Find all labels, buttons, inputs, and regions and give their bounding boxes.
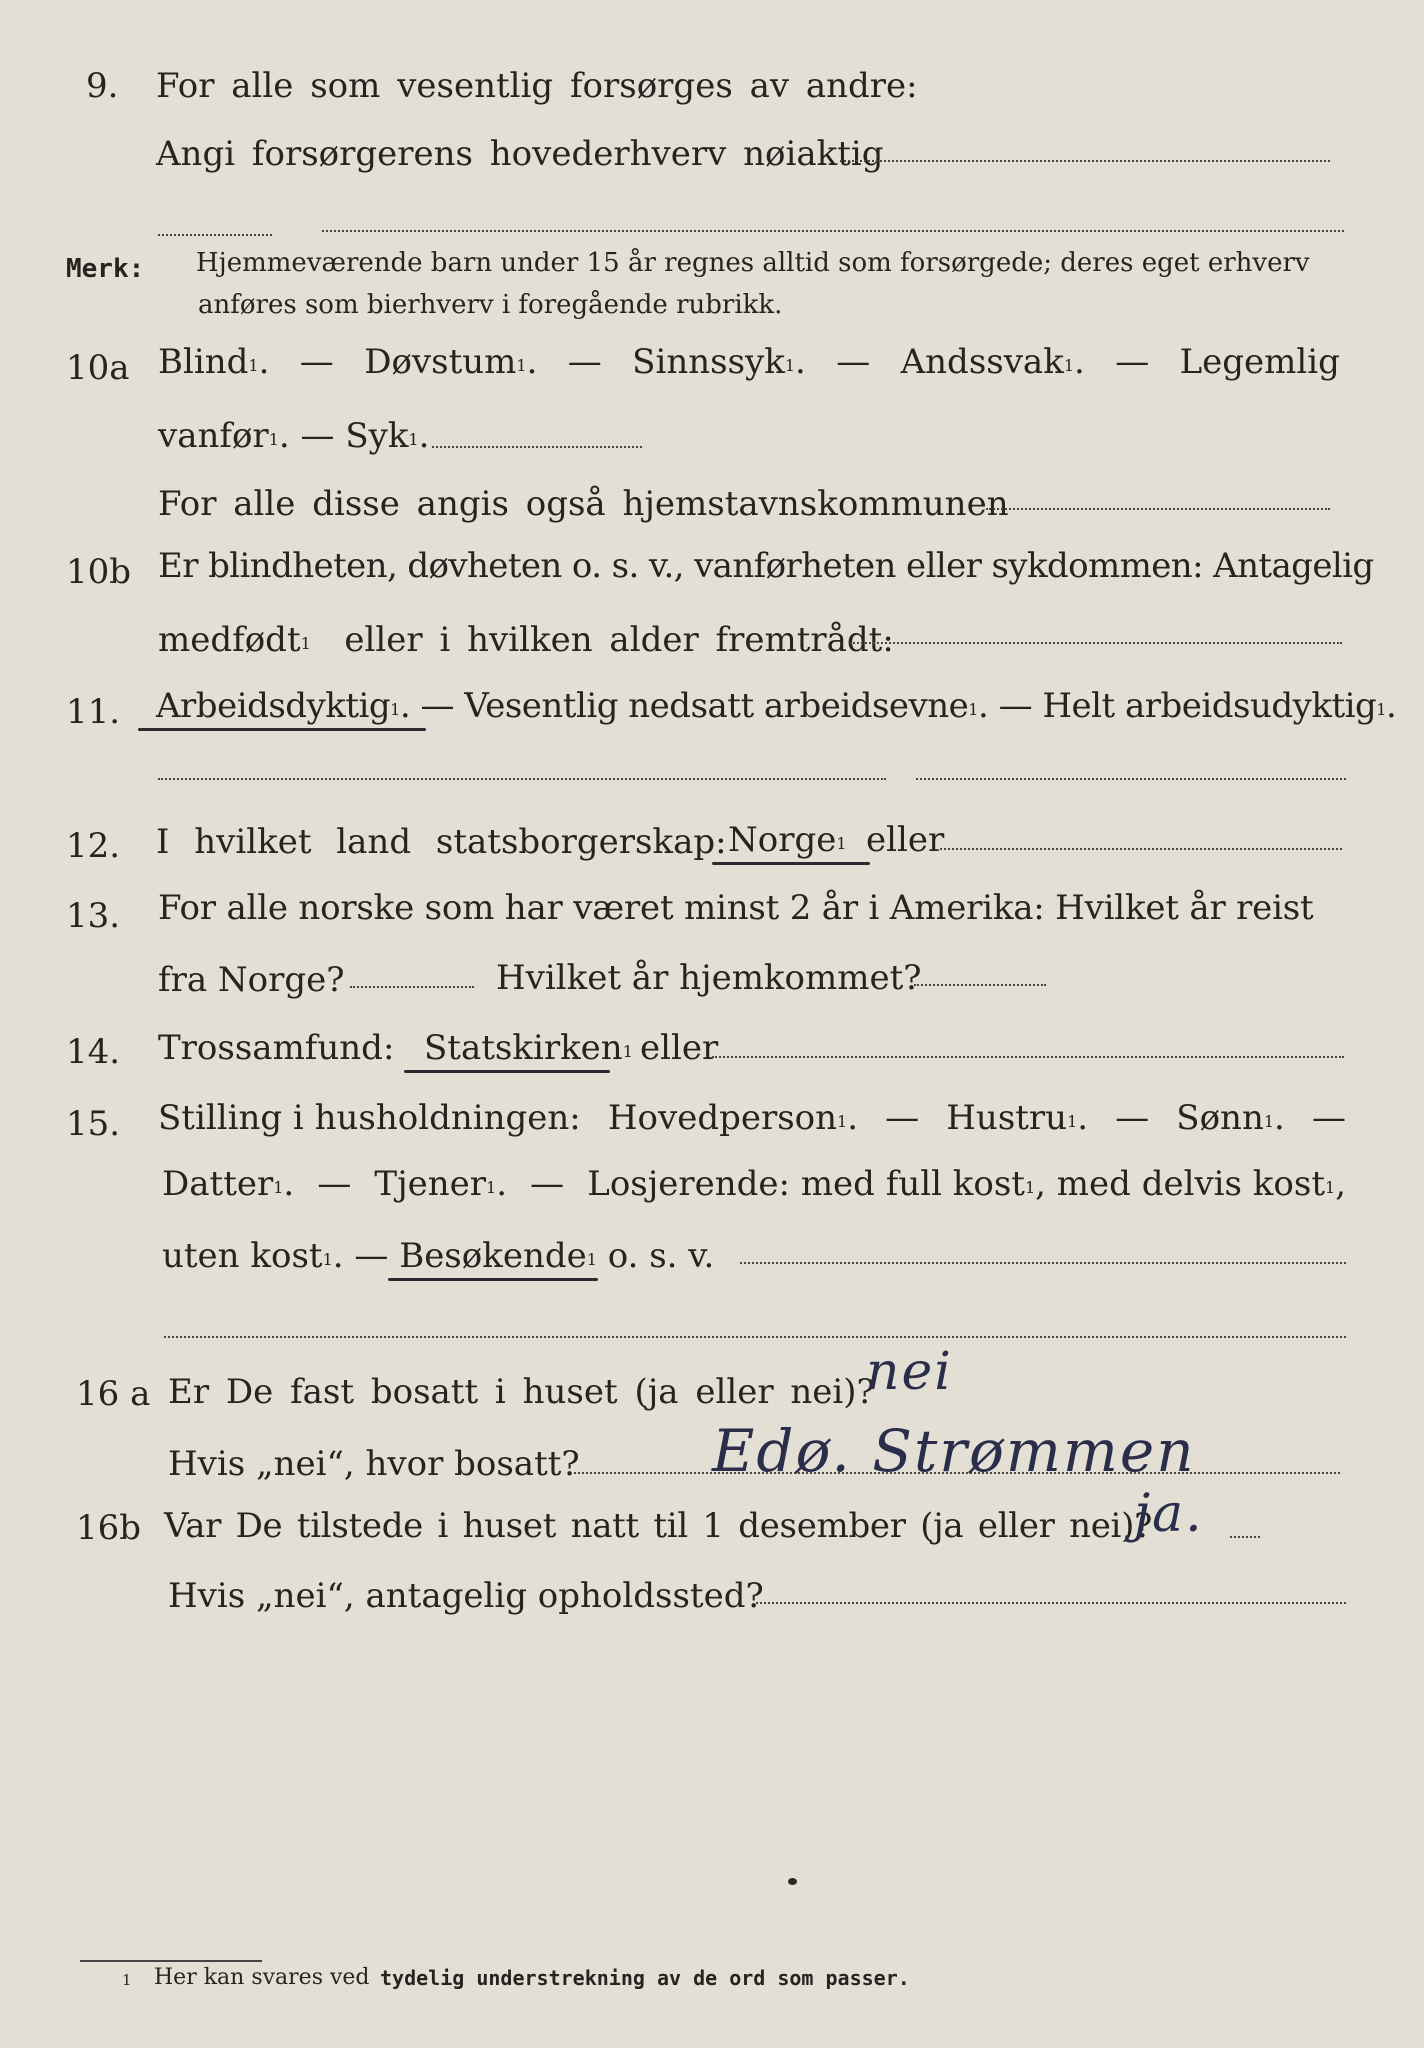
dash: —: [885, 1098, 920, 1138]
q10b-answer-line: [850, 642, 1342, 644]
q14-number: 14.: [66, 1032, 121, 1072]
q14-answer-line: [712, 1056, 1344, 1058]
merk-label: Merk:: [66, 254, 145, 284]
footnote-text-a: Her kan svares ved: [154, 1965, 370, 1990]
dash: —: [1311, 1098, 1346, 1138]
q11-answer-line-a: [158, 778, 886, 780]
q15-osv: o. s. v.: [607, 1236, 715, 1276]
option-blind: Blind$^1$.: [158, 342, 270, 382]
dash: —: [836, 342, 871, 382]
underline-statskirken: [404, 1070, 610, 1073]
q16b-number: 16b: [76, 1508, 142, 1548]
option-medfodt: medfødt: [158, 620, 301, 660]
option-tjener: Tjener$^1$.: [374, 1164, 508, 1204]
q10a-syk-line: [432, 446, 642, 448]
option-sinnssyk: Sinnssyk$^1$.: [632, 342, 806, 382]
dash: —: [354, 1236, 389, 1276]
q16b-answer1-handwritten: ja.: [1134, 1484, 1204, 1544]
q9-number: 9.: [86, 66, 119, 106]
footnote-text-b: tydelig understrekning av de ord som passer.: [380, 1966, 910, 1990]
q11-number: 11.: [66, 692, 121, 732]
q10a-hjemstavn-line: [986, 508, 1330, 510]
q12-answer-line: [940, 848, 1342, 850]
option-syk: Syk$^1$.: [345, 416, 430, 456]
option-sonn: Sønn$^1$.: [1176, 1098, 1285, 1138]
dash: —: [300, 416, 335, 456]
q9-answer-line-2b: [322, 230, 1344, 232]
q12-eller: eller: [866, 820, 945, 860]
q12-text: I hvilket land statsborgerskap:: [156, 822, 727, 862]
footnote-mark: 1: [122, 1971, 132, 1989]
q10a-number: 10a: [66, 348, 130, 388]
q13-reist-line: [350, 986, 474, 988]
underline-norge: [712, 862, 870, 865]
option-hustru: Hustru$^1$.: [946, 1098, 1089, 1138]
option-vesentlig-nedsatt: — Vesentlig nedsatt arbeidsevne$^1$: [420, 686, 978, 726]
footnote-rule: [80, 1960, 262, 1962]
option-dovstum: Døvstum$^1$.: [364, 342, 538, 382]
q16a-line1: Er De fast bosatt i huset (ja eller nei)?: [168, 1372, 875, 1412]
q16a-answer1-handwritten: nei: [866, 1342, 953, 1402]
ink-dot: [788, 1878, 797, 1885]
q15-line3: [162, 1236, 714, 1276]
underline-arbeidsdyktig: [138, 728, 426, 731]
option-norge: Norge$^1$: [728, 820, 847, 860]
q12-number: 12.: [66, 826, 121, 866]
option-arbeidsdyktig: Arbeidsdyktig$^1$.: [156, 686, 411, 726]
q13-line2a: fra Norge?: [158, 960, 345, 1000]
option-statskirken: Statskirken$^1$: [424, 1028, 633, 1068]
option-legemlig: Legemlig: [1179, 342, 1340, 382]
q10a-line3: For alle disse angis også hjemstavnskommunen: [158, 484, 1009, 524]
q15-answer-line-2: [164, 1336, 1346, 1338]
q11-answer-line-b: [916, 778, 1346, 780]
q16a-answer2-handwritten: Edø. Strømmen: [712, 1417, 1196, 1485]
q15-answer-line: [740, 1262, 1346, 1264]
q16b-line2: Hvis „nei“, antagelig opholdssted?: [168, 1576, 764, 1616]
dash: —: [1115, 342, 1150, 382]
q16a-line2: Hvis „nei“, hvor bosatt?: [168, 1444, 580, 1484]
q16b-line1: Var De tilstede i huset natt til 1 desember (ja eller nei)?: [164, 1506, 1153, 1546]
q10b-line2: medfødt$^1$ eller i hvilken alder fremtrådt:: [158, 620, 894, 660]
q14-label: Trossamfund:: [158, 1028, 395, 1068]
q10b-line1: Er blindheten, døvheten o. s. v., vanførheten eller sykdommen: Antagelig: [158, 546, 1374, 586]
option-besokende: Besøkende$^1$: [399, 1236, 597, 1276]
q10a-line2: [158, 416, 429, 456]
merk-line2: anføres som bierhverv i foregående rubrikk.: [198, 290, 783, 320]
q13-line1: For alle norske som har været minst 2 år i Amerika: Hvilket år reist: [158, 888, 1314, 928]
option-hovedperson: Hovedperson$^1$.: [607, 1098, 859, 1138]
q13-hjemkommet-line: [914, 984, 1046, 986]
q13-line2b: Hvilket år hjemkommet?: [496, 958, 922, 998]
q10a-line1: [158, 342, 1340, 382]
q9-answer-line: [840, 160, 1330, 162]
q10b-number: 10b: [66, 552, 132, 592]
q16a-number: 16 a: [76, 1374, 151, 1414]
underline-besokende: [388, 1278, 598, 1281]
q9-line2: Angi forsørgerens hovederhverv nøiaktig: [156, 134, 884, 174]
option-datter: Datter$^1$.: [162, 1164, 295, 1204]
q14-eller: eller: [640, 1028, 719, 1068]
option-helt-arbeidsudyktig: . — Helt arbeidsudyktig$^1$.: [977, 686, 1397, 726]
dash: —: [299, 342, 334, 382]
q10b-line2-rest: eller i hvilken alder fremtrådt:: [344, 620, 894, 660]
q15-line2: [162, 1164, 1346, 1204]
q9-line1: For alle som vesentlig forsørges av andre:: [156, 66, 918, 106]
dash: —: [1115, 1098, 1150, 1138]
q15-line1: [158, 1098, 1346, 1138]
q15-number: 15.: [66, 1104, 121, 1144]
q16b-answer-line-2: [756, 1602, 1346, 1604]
q13-number: 13.: [66, 896, 121, 936]
dash: —: [567, 342, 602, 382]
q9-answer-line-2a: [158, 234, 272, 236]
q16b-answer-line: [1230, 1536, 1260, 1538]
option-uten-kost: uten kost$^1$.: [162, 1236, 344, 1276]
dash: —: [530, 1164, 565, 1204]
option-losjerende: Losjerende: med full kost$^1$, med delvis kost$^1$,: [587, 1164, 1346, 1204]
option-andssvak: Andssvak$^1$.: [900, 342, 1085, 382]
merk-line1: Hjemmeværende barn under 15 år regnes alltid som forsørgede; deres eget erhverv: [196, 248, 1310, 278]
q11-line1: [156, 686, 1396, 726]
q15-label: Stilling i husholdningen:: [158, 1098, 581, 1138]
option-vanfor: vanfør$^1$.: [158, 416, 290, 456]
dash: —: [317, 1164, 352, 1204]
